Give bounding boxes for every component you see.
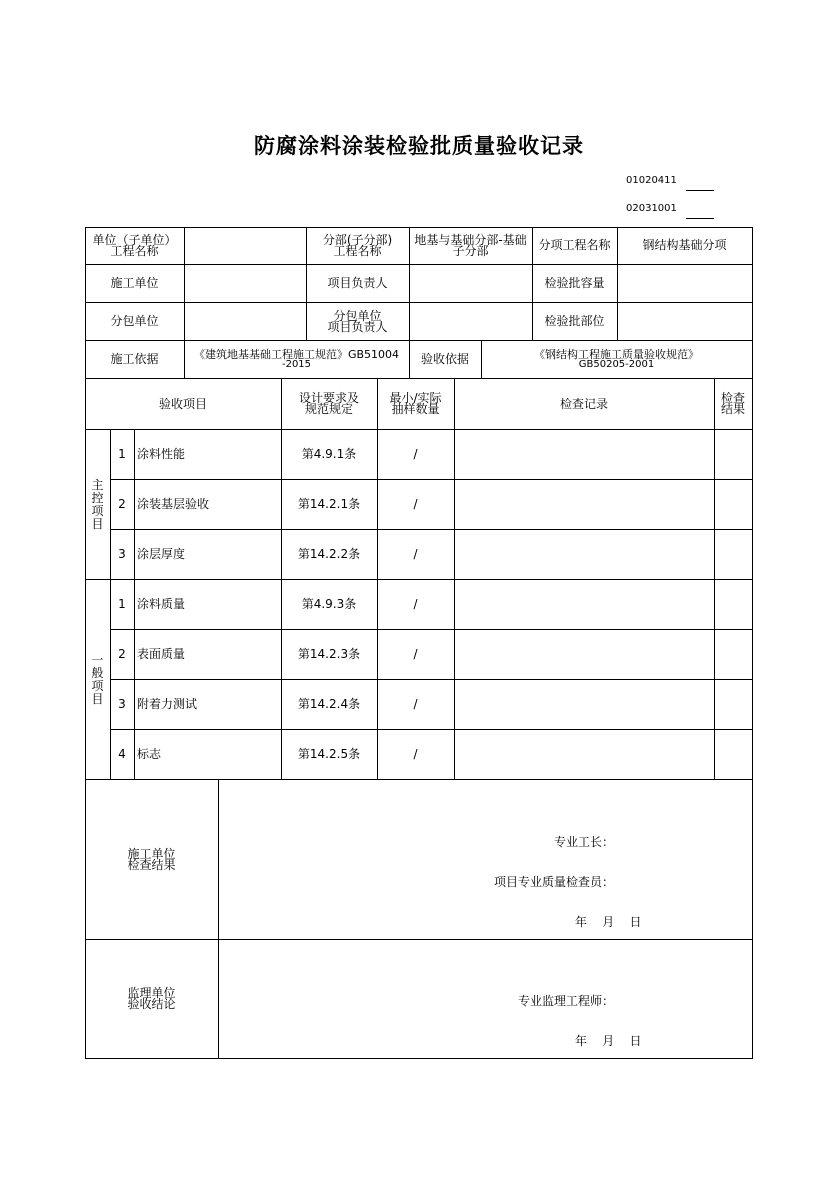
- row-number: 4: [110, 730, 135, 780]
- row-record[interactable]: [454, 630, 715, 680]
- batch-capacity-value[interactable]: [617, 265, 753, 303]
- subdivision-label: 分部(子分部) 工程名称: [306, 227, 410, 265]
- project-manager-label: 项目负责人: [306, 265, 410, 303]
- row-item-name: 涂料质量: [134, 580, 282, 630]
- page-title: 防腐涂料涂装检验批质量验收记录: [254, 133, 584, 158]
- batch-location-value[interactable]: [617, 303, 753, 341]
- row-clause: 第14.2.1条: [281, 480, 378, 530]
- row-clause: 第4.9.3条: [281, 580, 378, 630]
- row-record[interactable]: [454, 680, 715, 730]
- subcontract-unit-label: 分包单位: [85, 303, 185, 341]
- row-result[interactable]: [714, 730, 753, 780]
- header-record: 检查记录: [454, 379, 715, 430]
- row-number: 1: [110, 430, 135, 480]
- code-underline-1: [686, 190, 714, 191]
- row-sample[interactable]: /: [377, 580, 455, 630]
- subdivision-value[interactable]: 地基与基础分部-基础 子分部: [409, 227, 533, 265]
- row-number: 3: [110, 530, 135, 580]
- row-item-name: 附着力测试: [134, 680, 282, 730]
- row-result[interactable]: [714, 430, 753, 480]
- unit-label: 单位（子单位） 工程名称: [85, 227, 185, 265]
- row-record[interactable]: [454, 580, 715, 630]
- subcontract-manager-value[interactable]: [409, 303, 533, 341]
- item-value[interactable]: 钢结构基础分项: [617, 227, 753, 265]
- supervision-area[interactable]: [218, 940, 753, 1059]
- row-result[interactable]: [714, 480, 753, 530]
- row-record[interactable]: [454, 480, 715, 530]
- row-clause: 第14.2.4条: [281, 680, 378, 730]
- form-code-2: 02031001: [626, 203, 677, 214]
- unit-value[interactable]: [184, 227, 307, 265]
- row-item-name: 涂装基层验收: [134, 480, 282, 530]
- row-record[interactable]: [454, 430, 715, 480]
- header-result: 检查 结果: [714, 379, 753, 430]
- row-sample[interactable]: /: [377, 730, 455, 780]
- row-clause: 第14.2.3条: [281, 630, 378, 680]
- row-result[interactable]: [714, 680, 753, 730]
- row-item-name: 标志: [134, 730, 282, 780]
- row-number: 2: [110, 630, 135, 680]
- row-clause: 第14.2.2条: [281, 530, 378, 580]
- row-item-name: 表面质量: [134, 630, 282, 680]
- row-sample[interactable]: /: [377, 530, 455, 580]
- row-number: 1: [110, 580, 135, 630]
- construction-unit-label: 施工单位: [85, 265, 185, 303]
- row-item-name: 涂料性能: [134, 430, 282, 480]
- batch-capacity-label: 检验批容量: [532, 265, 618, 303]
- item-label: 分项工程名称: [532, 227, 618, 265]
- form-code-1: 01020411: [626, 175, 677, 186]
- row-record[interactable]: [454, 730, 715, 780]
- row-sample[interactable]: /: [377, 680, 455, 730]
- row-clause: 第14.2.5条: [281, 730, 378, 780]
- batch-location-label: 检验批部位: [532, 303, 618, 341]
- row-result[interactable]: [714, 630, 753, 680]
- row-item-name: 涂层厚度: [134, 530, 282, 580]
- row-clause: 第4.9.1条: [281, 430, 378, 480]
- row-sample[interactable]: /: [377, 480, 455, 530]
- subcontract-unit-value[interactable]: [184, 303, 307, 341]
- basis-value[interactable]: 《建筑地基基础工程施工规范》GB51004 -2015: [184, 341, 410, 379]
- main-control-label: 主控项目: [85, 430, 111, 580]
- row-result[interactable]: [714, 580, 753, 630]
- basis-label: 施工依据: [85, 341, 185, 379]
- foreman-signature-label: 专业工长：: [554, 835, 615, 849]
- row-number: 2: [110, 480, 135, 530]
- supervision-label: 监理单位 验收结论: [85, 940, 219, 1059]
- subcontract-manager-label: 分包单位 项目负责人: [306, 303, 410, 341]
- header-item: 验收项目: [85, 379, 282, 430]
- supervision-engineer-label: 专业监理工程师：: [518, 994, 615, 1008]
- supervision-date: 年 月 日: [575, 1034, 642, 1048]
- row-sample[interactable]: /: [377, 630, 455, 680]
- row-sample[interactable]: /: [377, 430, 455, 480]
- header-sample: 最小/实际 抽样数量: [377, 379, 455, 430]
- row-number: 3: [110, 680, 135, 730]
- acceptance-basis-label: 验收依据: [409, 341, 482, 379]
- construction-check-area[interactable]: [218, 780, 753, 940]
- row-record[interactable]: [454, 530, 715, 580]
- general-label: 一般项目: [85, 580, 111, 780]
- construction-date: 年 月 日: [575, 915, 642, 929]
- construction-unit-value[interactable]: [184, 265, 307, 303]
- row-result[interactable]: [714, 530, 753, 580]
- construction-check-label: 施工单位 检查结果: [85, 780, 219, 940]
- project-manager-value[interactable]: [409, 265, 533, 303]
- code-underline-2: [686, 218, 714, 219]
- header-design: 设计要求及 规范规定: [281, 379, 378, 430]
- inspector-signature-label: 项目专业质量检查员：: [494, 875, 615, 889]
- acceptance-basis-value[interactable]: 《钢结构工程施工质量验收规范》 GB50205-2001: [481, 341, 753, 379]
